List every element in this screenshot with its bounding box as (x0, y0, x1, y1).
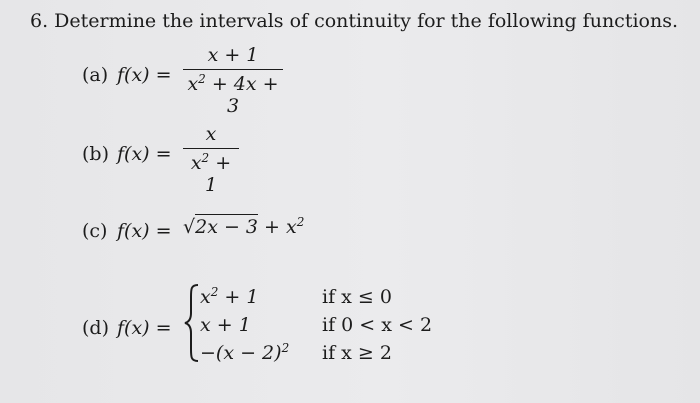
case-2-expression: x + 1 (200, 314, 251, 336)
part-b-label: (b) (82, 143, 109, 165)
case-3-condition: if x ≥ 2 (322, 342, 392, 364)
part-b-lhs: f(x) = (117, 143, 172, 165)
part-a-fraction (183, 44, 283, 117)
case-3-expression: $-(x - 2)^2$ (200, 341, 290, 364)
part-d-lhs: f(x) = (117, 317, 172, 339)
part-c-tail: + $x^2$ (258, 215, 305, 238)
case-2-condition: if 0 < x < 2 (322, 314, 433, 336)
part-c-radicand: 2x − 3 (195, 216, 259, 238)
part-b-fraction-bar (183, 148, 239, 149)
part-a-denominator: $x^2 + 4x + 3$ (187, 72, 279, 117)
part-c-label: (c) (82, 220, 108, 242)
sqrt-sign: √ (183, 216, 196, 238)
part-b-denominator: $x^2 + 1$ (190, 151, 232, 196)
part-a-fraction-bar (183, 69, 283, 70)
part-b-fraction (183, 123, 239, 196)
part-c-lhs: f(x) = (117, 220, 172, 242)
piecewise-brace (183, 283, 201, 363)
case-1-expression: $x^2 + 1$ (200, 285, 259, 308)
part-a-label: (a) (82, 64, 109, 86)
part-a-lhs: f(x) = (117, 64, 172, 86)
part-d-label: (d) (82, 317, 109, 339)
part-a-numerator: x + 1 (207, 44, 259, 66)
part-b-numerator: x (205, 123, 217, 145)
part-c-expression (183, 216, 304, 238)
case-1-condition: if x ≤ 0 (322, 286, 392, 308)
question-title: 6. Determine the intervals of continuity for the following functions. (30, 10, 678, 32)
